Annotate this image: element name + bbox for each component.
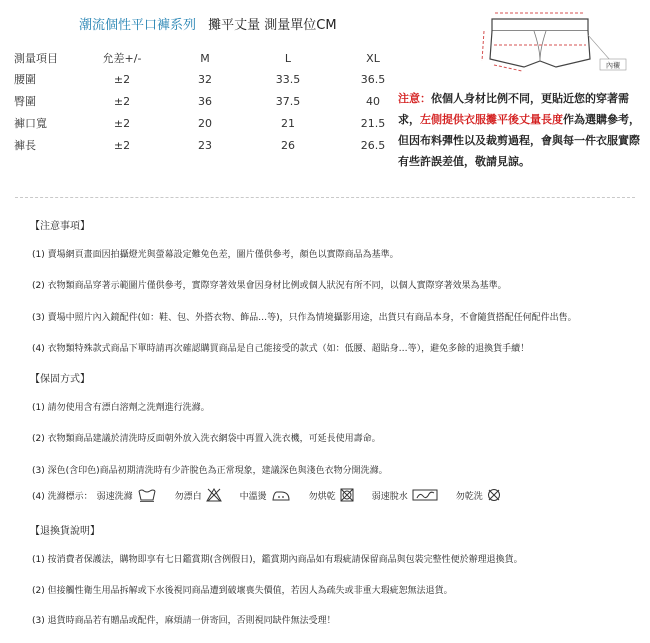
notice-heading: 【注意事項】 <box>30 221 90 232</box>
table-cell: 臀圍 <box>14 95 36 108</box>
medium-iron-icon <box>271 488 291 502</box>
care-item: (1) 請勿使用含有漂白溶劑之洗劑進行洗滌。 <box>32 403 210 413</box>
size-table-header <box>10 48 418 68</box>
table-cell: 褲口寬 <box>14 117 47 130</box>
table-cell: 腰圍 <box>14 73 36 86</box>
return-heading: 【退換貨說明】 <box>30 526 100 537</box>
waistband <box>492 19 588 31</box>
return-item: (1) 按消費者保護法，購物即享有七日鑑賞期(含例假日)，鑑賞期內商品如有瑕疵請保留商品與包裝完整性便於辦理退換貨。 <box>32 555 523 565</box>
table-cell: 40 <box>366 94 380 108</box>
note-text: 依個人身材比例不同，更貼近您的穿著需求， <box>398 92 629 126</box>
care-item: (2) 衣物類商品建議於清洗時反面朝外放入洗衣網袋中再置入洗衣機，可延長使用壽命。 <box>32 434 381 444</box>
note-label: 注意： <box>398 92 431 105</box>
care-symbols-prefix: (4) 洗滌標示： <box>32 491 93 502</box>
care-symbol-label: 弱速洗滌 <box>96 491 133 502</box>
table-cell: 36 <box>198 94 212 108</box>
table-cell: 26.5 <box>360 138 386 152</box>
table-row <box>10 134 418 156</box>
inner-lining-tag: 內襯 <box>606 61 620 70</box>
table-cell: 33.5 <box>275 72 301 86</box>
boxer-brief-diagram <box>470 5 640 85</box>
table-cell: 26 <box>281 138 295 152</box>
table-cell: 32 <box>198 72 212 86</box>
note-text: 作為選購參考，但因布料彈性以及裁剪過程，會與每一件衣服實際有些許誤差值，敬請見諒。 <box>398 113 640 168</box>
col-header: L <box>284 51 292 65</box>
table-cell: 23 <box>198 138 212 152</box>
tag-pointer <box>588 35 610 60</box>
notice-item: (1) 賣場網頁畫面因拍攝燈光與螢幕設定難免色差，圖片僅供參考，顏色以實際商品為基準。 <box>32 250 399 260</box>
size-note <box>398 88 643 172</box>
table-cell: 37.5 <box>275 94 301 108</box>
no-bleach-icon <box>206 488 222 502</box>
no-dry-clean-icon <box>487 488 501 502</box>
care-symbol-label: 弱速脫水 <box>371 491 408 502</box>
no-tumble-dry-icon <box>340 488 354 502</box>
divider <box>15 197 635 198</box>
brief-body <box>490 31 590 67</box>
table-cell: ±2 <box>113 138 131 152</box>
table-row <box>10 68 418 90</box>
gentle-wash-icon <box>137 488 157 502</box>
table-row <box>10 90 418 112</box>
col-header: M <box>200 51 210 65</box>
return-item: (3) 退貨時商品若有贈品或配件，麻煩請一併寄回，否則視同缺件無法受理！ <box>32 616 336 626</box>
care-symbol-label: 勿漂白 <box>174 491 202 502</box>
table-cell: ±2 <box>113 94 131 108</box>
table-row <box>10 112 418 134</box>
series-title: 潮流個性平口褲系列 <box>79 18 197 33</box>
care-symbols-row <box>32 488 519 502</box>
table-cell: 36.5 <box>360 72 386 86</box>
care-symbol-label: 勿烘乾 <box>308 491 336 502</box>
table-cell: 褲長 <box>14 139 36 152</box>
table-cell: 21 <box>281 116 295 130</box>
gentle-spin-icon <box>412 488 438 502</box>
col-header: 允差+/- <box>102 52 142 65</box>
return-item: (2) 但接觸性衛生用品拆解或下水後視同商品遭到破壞喪失價值，若因人為疏失或非重大瑕疵恕無法退貨。 <box>32 586 453 596</box>
notice-item: (3) 賣場中照片內入鏡配件(如：鞋、包、外搭衣物、飾品…等)，只作為情境攝影用途，出貨只有商品本身，不會隨貨搭配任何配件出售。 <box>32 313 577 323</box>
care-symbol-label: 中溫燙 <box>239 491 267 502</box>
table-cell: 21.5 <box>360 116 386 130</box>
care-heading: 【保固方式】 <box>30 374 90 385</box>
care-symbol-label: 勿乾洗 <box>455 491 483 502</box>
measure-note: 攤平丈量 測量單位CM <box>208 18 337 33</box>
size-table <box>10 48 418 156</box>
length-measure-line <box>482 31 484 61</box>
notice-item: (4) 衣物類特殊款式商品下單時請再次確認購買商品是自己能接受的款式（如：低腰、超貼身…等），避免多餘的退換貨手續！ <box>32 344 530 354</box>
col-header: XL <box>366 51 380 65</box>
table-cell: ±2 <box>113 116 131 130</box>
size-chart-title <box>79 14 337 33</box>
note-highlight: 左側提供衣服攤平後丈量長度 <box>420 113 563 126</box>
col-header: 測量項目 <box>14 52 58 65</box>
table-cell: 20 <box>198 116 212 130</box>
notice-item: (2) 衣物類商品穿著示範圖片僅供參考，實際穿著效果會因身材比例或個人狀況有所不同，以個人實際穿著效果為基準。 <box>32 281 507 291</box>
table-cell: ±2 <box>113 72 131 86</box>
care-item: (3) 深色(含印色)商品初期清洗時有少許脫色為正常現象，建議深色與淺色衣物分開洗滌。 <box>32 466 388 476</box>
